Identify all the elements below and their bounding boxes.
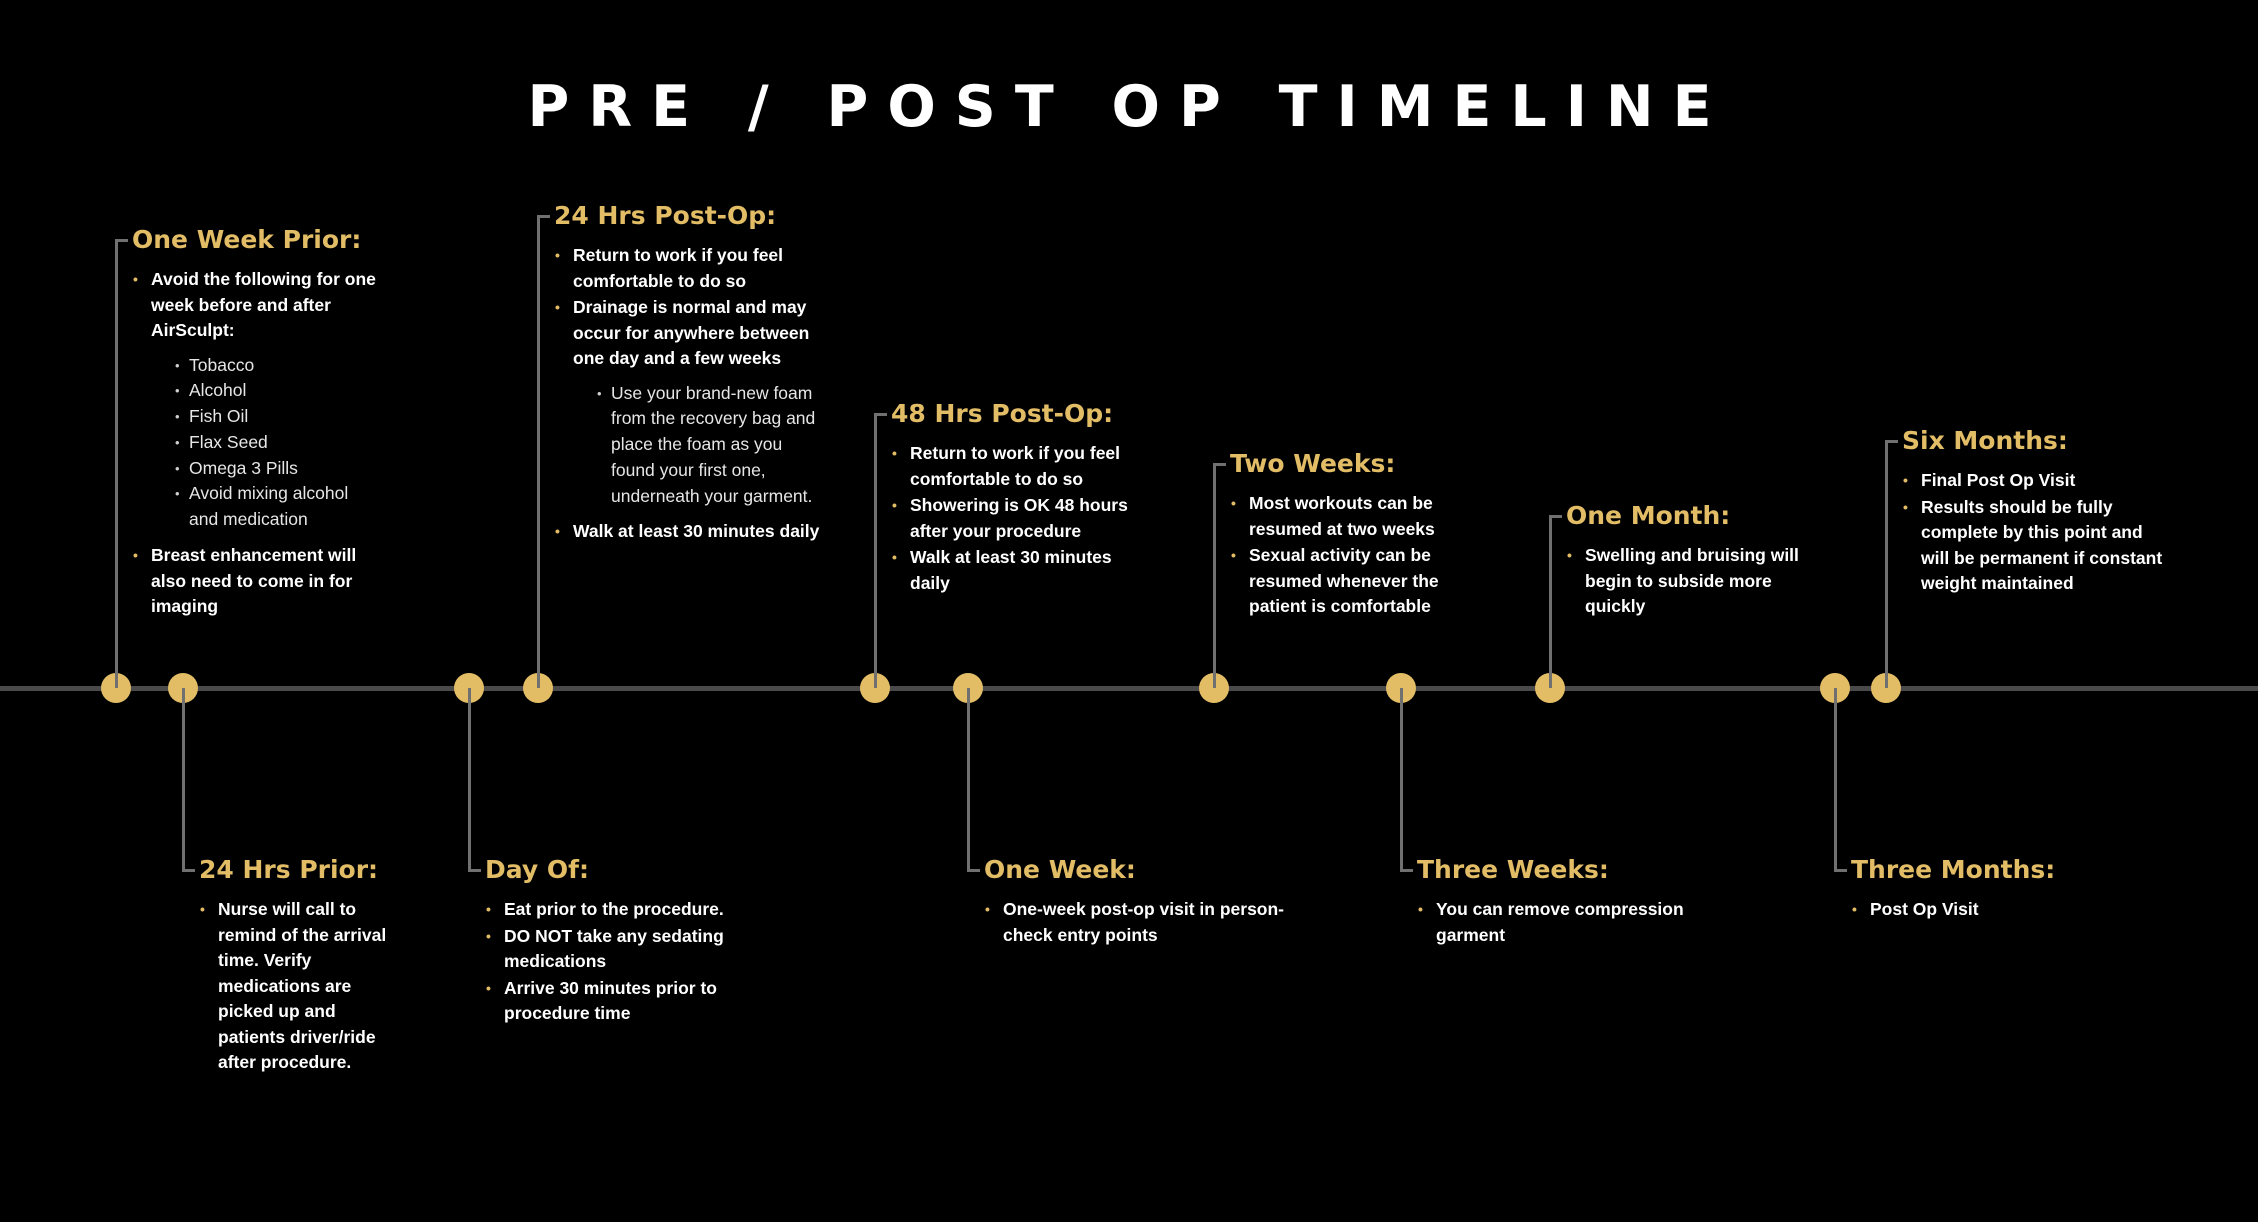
event-24-hrs-post-op bbox=[554, 201, 824, 546]
event-three-weeks bbox=[1417, 855, 1737, 949]
connector-line-day-of bbox=[468, 688, 471, 870]
event-six-months bbox=[1902, 426, 2172, 598]
event-heading: Six Months: bbox=[1902, 426, 2068, 455]
connector-tick-24-hrs-prior bbox=[182, 869, 195, 872]
connector-tick-48-hrs-post-op bbox=[874, 413, 887, 416]
list-item-text: • Most workouts can be resumed at two weeks bbox=[1249, 493, 1435, 539]
sub-list-item: • Avoid mixing alcohol and medication bbox=[151, 481, 382, 533]
event-list bbox=[1230, 491, 1490, 620]
list-item bbox=[485, 924, 775, 975]
connector-tick-24-hrs-post-op bbox=[537, 215, 550, 218]
sub-list bbox=[151, 353, 382, 534]
list-item bbox=[1566, 543, 1826, 620]
list-item-text: • Nurse will call to remind of the arrival time. Verify medications are picked up and patients driver/ride after procedure. bbox=[218, 899, 387, 1072]
list-item bbox=[984, 897, 1304, 948]
event-day-of bbox=[485, 855, 775, 1028]
connector-tick-one-week-prior bbox=[115, 239, 128, 242]
event-heading: Three Weeks: bbox=[1417, 855, 1609, 884]
list-item bbox=[485, 976, 775, 1027]
sub-list-item: • Tobacco bbox=[151, 353, 382, 379]
list-item bbox=[485, 897, 775, 923]
connector-line-one-month bbox=[1549, 516, 1552, 688]
page-title: PRE / POST OP TIMELINE bbox=[527, 74, 1731, 140]
event-heading: One Week: bbox=[984, 855, 1136, 884]
sub-list bbox=[573, 381, 824, 510]
event-heading: 48 Hrs Post-Op: bbox=[891, 399, 1114, 428]
connector-line-three-weeks bbox=[1400, 688, 1403, 870]
list-item bbox=[554, 519, 824, 545]
list-item bbox=[1902, 495, 2172, 597]
event-list bbox=[199, 897, 399, 1076]
list-item bbox=[554, 295, 824, 509]
list-item-text: • Breast enhancement will also need to come in for imaging bbox=[151, 545, 357, 617]
list-item-text: • Post Op Visit bbox=[1870, 899, 1979, 919]
connector-line-one-week bbox=[967, 688, 970, 870]
event-list bbox=[1902, 468, 2172, 597]
event-heading: Day Of: bbox=[485, 855, 589, 884]
connector-tick-three-weeks bbox=[1400, 869, 1413, 872]
event-24-hrs-prior bbox=[199, 855, 399, 1077]
list-item bbox=[891, 441, 1151, 492]
list-item bbox=[1230, 543, 1490, 620]
connector-line-six-months bbox=[1885, 441, 1888, 688]
event-one-week bbox=[984, 855, 1304, 949]
list-item bbox=[891, 545, 1151, 596]
event-list bbox=[1417, 897, 1737, 948]
connector-tick-two-weeks bbox=[1213, 463, 1226, 466]
event-one-week-prior bbox=[132, 225, 382, 621]
event-48-hrs-post-op bbox=[891, 399, 1151, 597]
event-heading: Two Weeks: bbox=[1230, 449, 1396, 478]
event-list bbox=[485, 897, 775, 1027]
list-item bbox=[199, 897, 399, 1076]
event-list bbox=[554, 243, 824, 545]
connector-tick-six-months bbox=[1885, 440, 1898, 443]
connector-line-48-hrs-post-op bbox=[874, 414, 877, 688]
list-item bbox=[891, 493, 1151, 544]
list-item-text: • Swelling and bruising will begin to subside more quickly bbox=[1585, 545, 1799, 616]
event-list bbox=[891, 441, 1151, 596]
sub-list-item: • Alcohol bbox=[151, 378, 382, 404]
timeline-line bbox=[0, 686, 2258, 691]
list-item-text: • Sexual activity can be resumed whenever the patient is comfortable bbox=[1249, 545, 1439, 616]
connector-tick-three-months bbox=[1834, 869, 1847, 872]
list-item-text: • Arrive 30 minutes prior to procedure time bbox=[504, 977, 717, 1023]
sub-list-item: • Fish Oil bbox=[151, 404, 382, 430]
list-item bbox=[132, 267, 382, 533]
connector-line-three-months bbox=[1834, 688, 1837, 870]
list-item bbox=[132, 543, 382, 620]
list-item-text: • Walk at least 30 minutes daily bbox=[910, 547, 1112, 593]
list-item-text: • One-week post-op visit in person- check entry points bbox=[1003, 899, 1285, 945]
connector-line-two-weeks bbox=[1213, 464, 1216, 688]
connector-tick-one-month bbox=[1549, 515, 1562, 518]
list-item bbox=[554, 243, 824, 294]
list-item-text: • Results should be fully complete by this point and will be permanent if constant weight maintained bbox=[1921, 496, 2163, 593]
connector-tick-day-of bbox=[468, 869, 481, 872]
event-heading: One Week Prior: bbox=[132, 225, 362, 254]
list-item-text: • DO NOT take any sedating medications bbox=[504, 925, 724, 971]
sub-list-item: • Omega 3 Pills bbox=[151, 456, 382, 482]
event-heading: Three Months: bbox=[1851, 855, 2056, 884]
event-list bbox=[1851, 897, 2151, 923]
list-item-text: • You can remove compression garment bbox=[1436, 899, 1684, 945]
event-heading: One Month: bbox=[1566, 501, 1731, 530]
event-list bbox=[1566, 543, 1826, 620]
list-item bbox=[1902, 468, 2172, 494]
list-item bbox=[1851, 897, 2151, 923]
list-item-text: • Drainage is normal and may occur for anywhere between one day and a few weeks bbox=[573, 297, 810, 368]
event-list bbox=[132, 267, 382, 620]
event-one-month bbox=[1566, 501, 1826, 621]
connector-line-24-hrs-post-op bbox=[537, 216, 540, 688]
list-item-text: • Eat prior to the procedure. bbox=[504, 899, 724, 919]
event-heading: 24 Hrs Post-Op: bbox=[554, 201, 777, 230]
connector-line-one-week-prior bbox=[115, 240, 118, 688]
list-item-text: • Return to work if you feel comfortable to do so bbox=[910, 443, 1121, 489]
event-two-weeks bbox=[1230, 449, 1490, 621]
event-three-months bbox=[1851, 855, 2151, 924]
connector-tick-one-week bbox=[967, 869, 980, 872]
sub-list-item: • Use your brand-new foam from the recovery bag and place the foam as you found your first one, underneath your garment. bbox=[573, 381, 824, 510]
list-item-text: • Final Post Op Visit bbox=[1921, 470, 2076, 490]
list-item-text: • Walk at least 30 minutes daily bbox=[573, 521, 820, 542]
list-item-text: • Showering is OK 48 hours after your procedure bbox=[910, 495, 1128, 541]
list-item bbox=[1230, 491, 1490, 542]
list-item bbox=[1417, 897, 1737, 948]
list-item-text: • Avoid the following for one week before and after AirSculpt: bbox=[151, 269, 376, 340]
list-item-text: • Return to work if you feel comfortable to do so bbox=[573, 245, 784, 291]
event-heading: 24 Hrs Prior: bbox=[199, 855, 379, 884]
event-list bbox=[984, 897, 1304, 948]
connector-line-24-hrs-prior bbox=[182, 688, 185, 870]
sub-list-item: • Flax Seed bbox=[151, 430, 382, 456]
